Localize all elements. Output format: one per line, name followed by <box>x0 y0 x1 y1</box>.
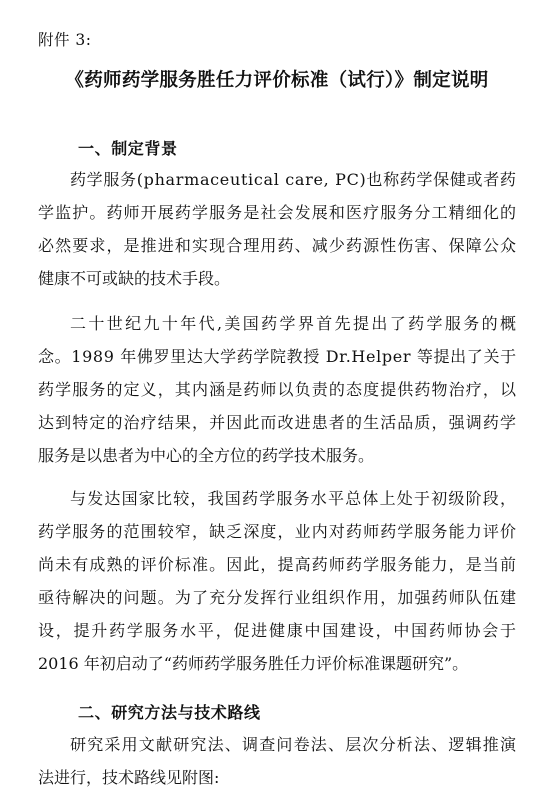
paragraph-line: 健康不可或缺的技术手段。 <box>38 269 231 288</box>
paragraph-line: 亟待解决的问题。为了充分发挥行业组织作用，加强药师队伍建 <box>38 588 518 607</box>
paragraph-line: 药学服务的范围较窄，缺乏深度，业内对药师药学服务能力评价 <box>38 522 518 541</box>
paragraph-line: 尚未有成熟的评价标准。因此，提高药师药学服务能力，是当前 <box>38 555 518 574</box>
paragraph-line: 法进行，技术路线见附图: <box>38 768 220 787</box>
paragraph-line: 念。1989 年佛罗里达大学药学院教授 Dr.Helper 等提出了关于 <box>38 347 517 366</box>
paragraph-line: 与发达国家比较，我国药学服务水平总体上处于初级阶段， <box>70 489 518 508</box>
section-heading-background: 一、制定背景 <box>78 139 178 158</box>
paragraph-line: 必然要求，是推进和实现合理用药、减少药源性伤害、保障公众 <box>38 236 518 255</box>
paragraph-line: 服务是以患者为中心的全方位的药学技术服务。 <box>38 446 375 465</box>
paragraph-line: 设，提升药学服务水平，促进健康中国建设，中国药师协会于 <box>38 621 518 640</box>
attachment-label: 附件 3: <box>38 31 92 49</box>
paragraph-line: 2016 年初启动了“药师药学服务胜任力评价标准课题研究”。 <box>38 654 469 673</box>
paragraph-line: 药学服务(pharmaceutical care, PC)也称药学保健或者药 <box>70 170 517 189</box>
paragraph-line: 达到特定的治疗结果，并因此而改进患者的生活品质，强调药学 <box>38 413 518 432</box>
paragraph-line: 研究采用文献研究法、调查问卷法、层次分析法、逻辑推演 <box>70 735 518 754</box>
document-title: 《药师药学服务胜任力评价标准（试行）》制定说明 <box>65 70 489 91</box>
section-heading-methods: 二、研究方法与技术路线 <box>78 703 261 722</box>
paragraph-line: 学监护。药师开展药学服务是社会发展和医疗服务分工精细化的 <box>38 203 518 222</box>
paragraph-line: 二十世纪九十年代,美国药学界首先提出了药学服务的概 <box>70 314 519 333</box>
paragraph-line: 药学服务的定义，其内涵是药师以负责的态度提供药物治疗，以 <box>38 380 518 399</box>
